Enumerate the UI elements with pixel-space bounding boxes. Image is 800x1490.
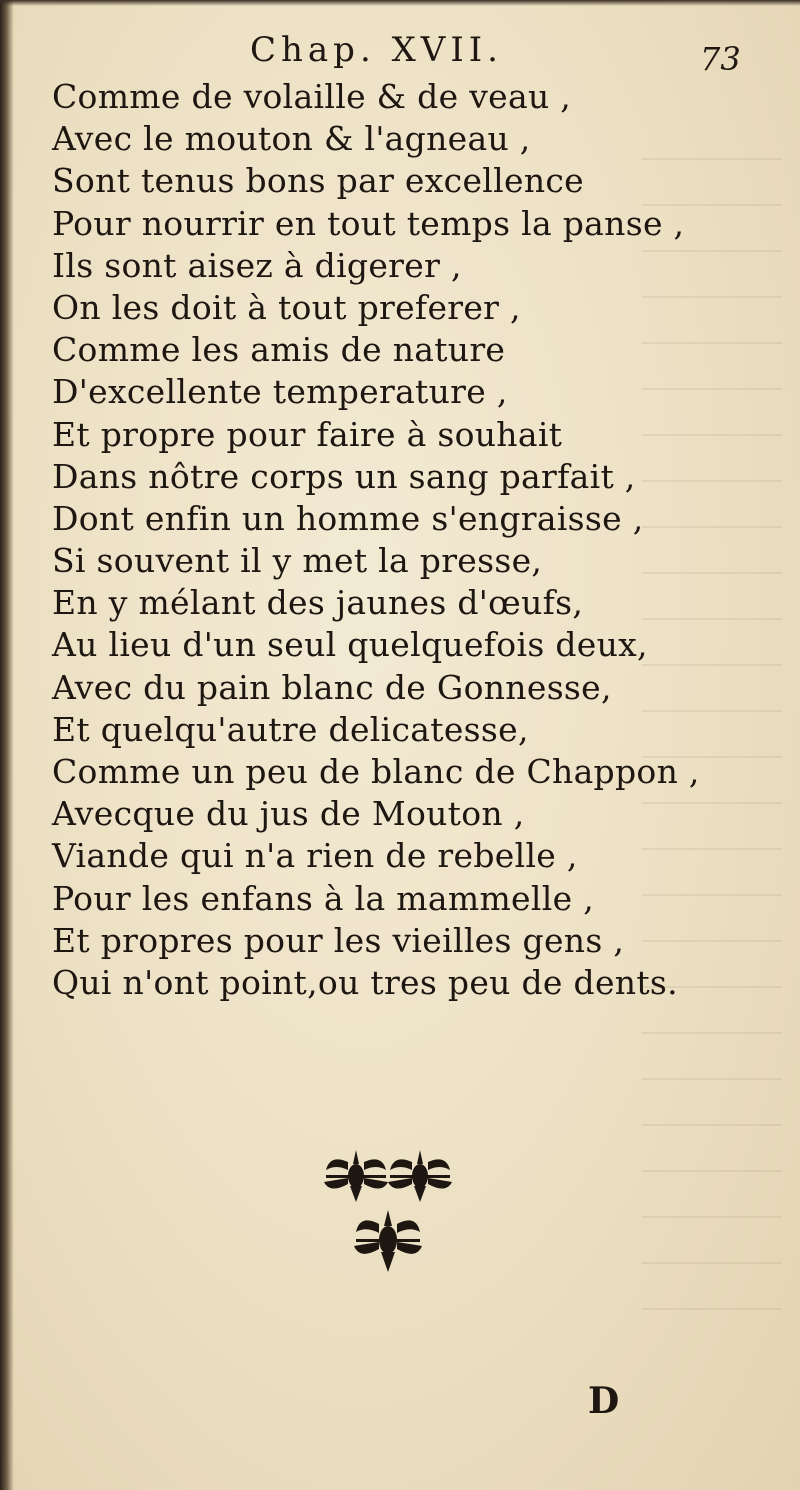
verse-line: Au lieu d'un seul quelquefois deux,	[52, 625, 648, 665]
verse-line: Avecque du jus de Mouton ,	[52, 794, 525, 834]
verse-line: Dont enfin un homme s'engraisse ,	[52, 498, 644, 538]
verse-line: En y mélant des jaunes d'œufs,	[52, 583, 584, 623]
spine-shadow	[0, 0, 14, 1490]
verse-line: Qui n'ont point,ou tres peu de dents.	[52, 962, 678, 1002]
verse-line: D'excellente temperature ,	[52, 372, 508, 412]
verse-line: Avec le mouton & l'agneau ,	[52, 119, 531, 159]
verse-block	[52, 76, 752, 1004]
verse-line: Et propres pour les vieilles gens ,	[52, 920, 625, 960]
signature-mark: D	[588, 1380, 620, 1422]
verse-line: Comme les amis de nature	[52, 330, 506, 370]
page-top-edge	[0, 0, 800, 6]
verse-line: Pour nourrir en tout temps la panse ,	[52, 203, 685, 243]
verse-line: Comme un peu de blanc de Chappon ,	[52, 752, 700, 791]
verse-line: Et propre pour faire à souhait	[52, 414, 563, 454]
verse-line: On les doit à tout preferer ,	[52, 287, 521, 327]
verse-line: Sont tenus bons par excellence	[52, 161, 584, 201]
verse-line: Avec du pain blanc de Gonnesse,	[52, 667, 612, 707]
verse-line: Pour les enfans à la mammelle ,	[52, 878, 594, 918]
running-head: Chap. XVII.	[250, 30, 503, 70]
verse-line: Dans nôtre corps un sang parfait ,	[52, 456, 636, 496]
verse-line: Comme de volaille & de veau ,	[52, 77, 572, 116]
verse-line: Viande qui n'a rien de rebelle ,	[52, 836, 578, 876]
page-number: 73	[700, 40, 741, 78]
verse-line: Ils sont aisez à digerer ,	[52, 245, 462, 285]
fleuron-ornament-icon	[318, 1140, 458, 1280]
verse-line: Si souvent il y met la presse,	[52, 541, 543, 581]
verse-line: Et quelqu'autre delicatesse,	[52, 709, 529, 749]
page-header	[0, 30, 800, 80]
